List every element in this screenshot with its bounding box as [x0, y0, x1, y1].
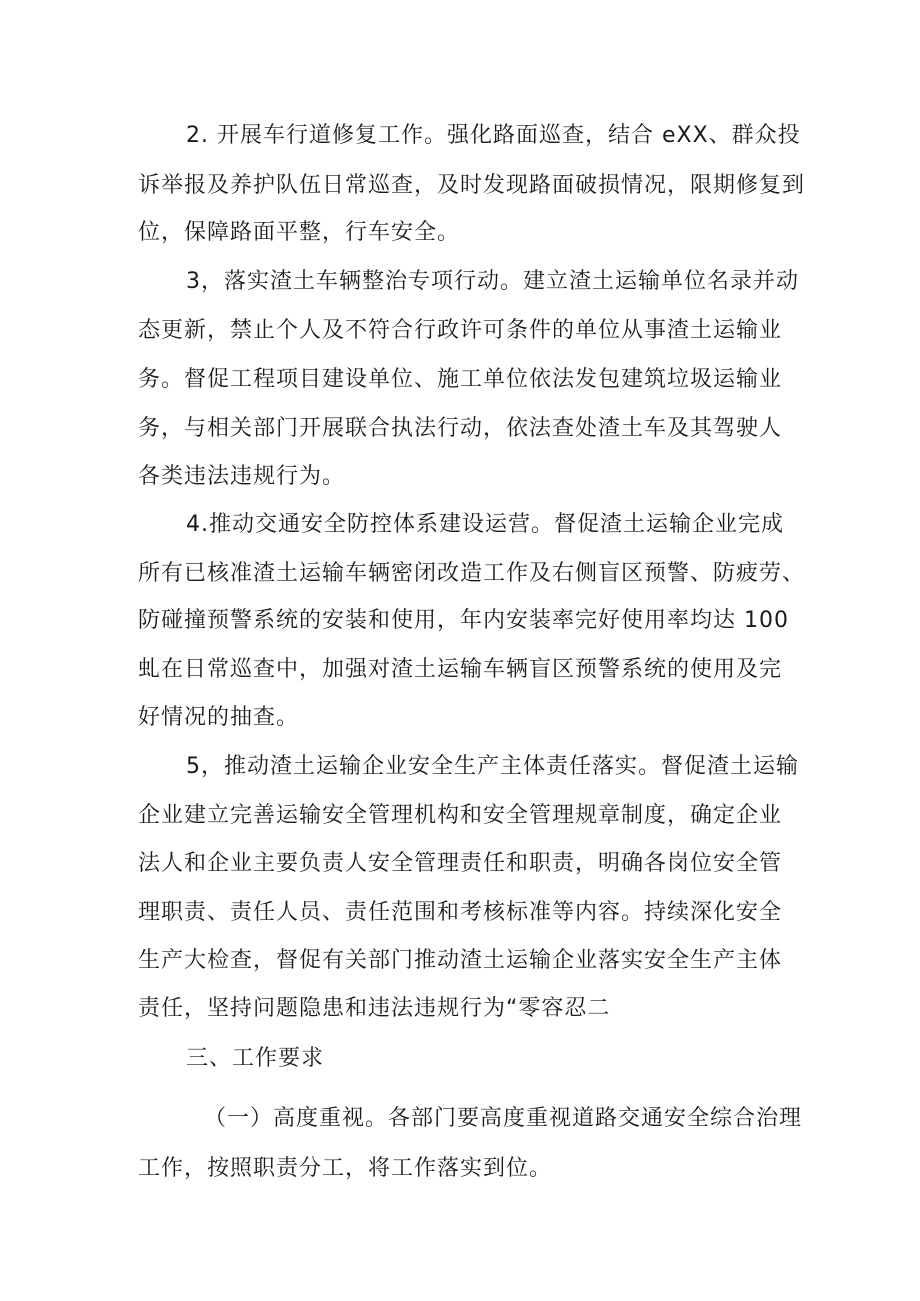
- item-5-line-1: 5，推动渣土运输企业安全生产主体责任落实。督促渣土运输: [186, 754, 799, 779]
- section-heading-work-requirements: 三、工作要求: [186, 1046, 325, 1071]
- item-2-line-2: 诉举报及养护队伍日常巡查，及时发现路面破损情况，限期修复到: [138, 173, 806, 198]
- item-5-line-4: 理职责、责任人员、责任范围和考核标准等内容。持续深化安全: [138, 900, 783, 925]
- item-4-line-2: 所有已核准渣土运输车辆密闭改造工作及右侧盲区预警、防疲劳、: [138, 561, 806, 586]
- item-2-line-1: 2. 开展车行道修复工作。强化路面巡查，结合 eXX、群众投: [186, 123, 801, 148]
- item-5-line-3: 法人和企业主要负责人安全管理责任和职责，明确各岗位安全管: [138, 851, 783, 876]
- item-5-line-2: 企业建立完善运输安全管理机构和安全管理规章制度，确定企业: [138, 803, 783, 828]
- item-3-line-4: 务，与相关部门开展联合执法行动，依法查处渣土车及其驾驶人: [138, 416, 783, 441]
- req-1-line-1: （一）高度重视。各部门要高度重视道路交通安全综合治理: [204, 1106, 803, 1131]
- req-1-line-2: 工作，按照职责分工，将工作落实到位。: [138, 1156, 553, 1181]
- item-3-line-1: 3，落实渣土车辆整治专项行动。建立渣土运输单位名录并动: [186, 269, 799, 294]
- item-3-line-3: 务。督促工程项目建设单位、施工单位依法发包建筑垃圾运输业: [138, 367, 783, 392]
- item-3-line-2: 态更新，禁止个人及不符合行政许可条件的单位从事渣土运输业: [138, 318, 783, 343]
- item-5-line-6: 责任，坚持问题隐患和违法违规行为“零容忍二: [138, 996, 611, 1021]
- item-4-line-4: 虬在日常巡查中，加强对渣土运输车辆盲区预警系统的使用及完: [138, 657, 783, 682]
- item-4-line-5: 好情况的抽查。: [138, 705, 300, 730]
- item-5-line-5: 生产大检查，督促有关部门推动渣土运输企业落实安全生产主体: [138, 948, 783, 973]
- item-3-line-5: 各类违法违规行为。: [138, 464, 346, 489]
- item-4-line-3: 防碰撞预警系统的安装和使用，年内安装率完好使用率均达 100: [138, 608, 789, 633]
- item-4-line-1: 4.推动交通安全防控体系建设运营。督促渣土运输企业完成: [186, 512, 784, 537]
- item-2-line-3: 位，保障路面平整，行车安全。: [138, 220, 461, 245]
